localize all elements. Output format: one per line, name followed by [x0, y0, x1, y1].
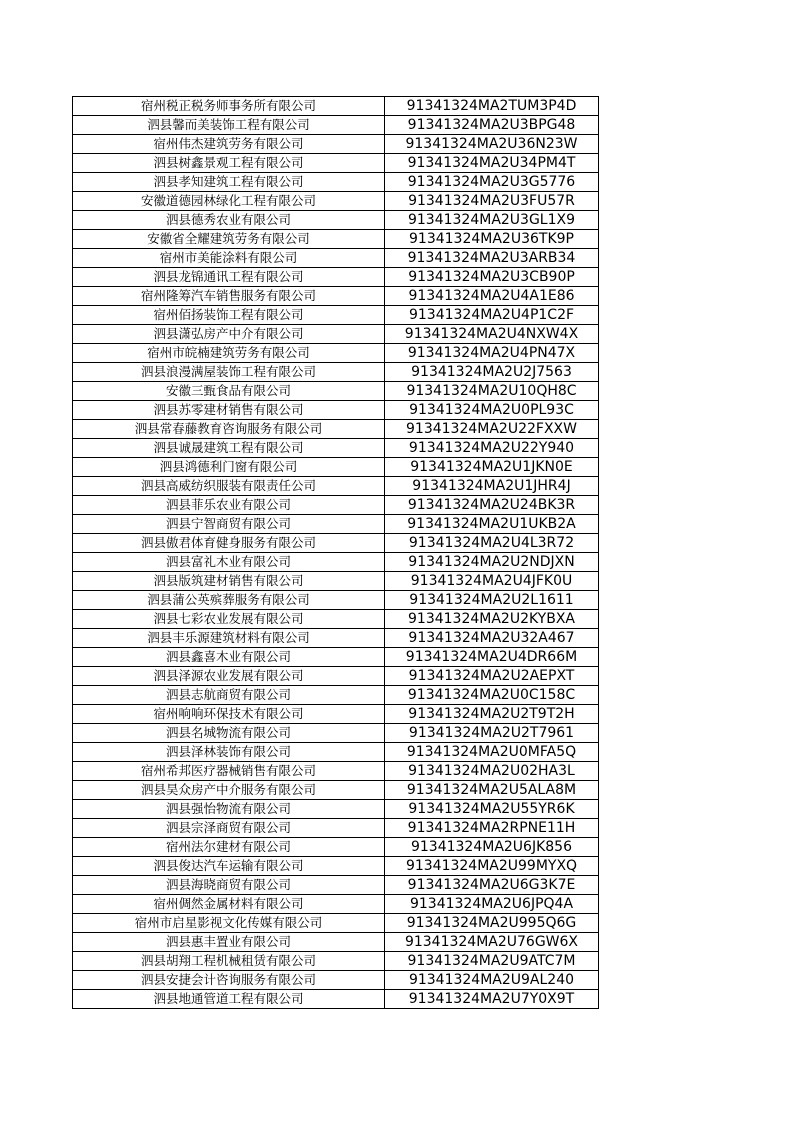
credit-code-cell: 91341324MA2U3CB90P [385, 268, 599, 287]
credit-code-cell: 91341324MA2U99MYXQ [385, 857, 599, 876]
company-name-cell: 安徽省全耀建筑劳务有限公司 [73, 230, 385, 249]
company-name-cell: 泗县馨而美装饰工程有限公司 [73, 116, 385, 135]
table-row [73, 610, 599, 629]
company-name-cell: 泗县地通管道工程有限公司 [73, 990, 385, 1009]
table-body [73, 97, 599, 1009]
table-row [73, 762, 599, 781]
table-row [73, 705, 599, 724]
table-row [73, 344, 599, 363]
credit-code-cell: 91341324MA2U4P1C2F [385, 306, 599, 325]
table-row [73, 724, 599, 743]
table-row [73, 306, 599, 325]
credit-code-cell: 91341324MA2U6JPQ4A [385, 895, 599, 914]
credit-code-cell: 91341324MA2U02HA3L [385, 762, 599, 781]
company-name-cell: 泗县鑫喜木业有限公司 [73, 648, 385, 667]
table-row [73, 268, 599, 287]
company-name-cell: 泗县苏零建材销售有限公司 [73, 401, 385, 420]
company-name-cell: 泗县蒲公英殡葬服务有限公司 [73, 591, 385, 610]
credit-code-cell: 91341324MA2U4JFK0U [385, 572, 599, 591]
company-name-cell: 宿州法尔建材有限公司 [73, 838, 385, 857]
table-row [73, 667, 599, 686]
company-name-cell: 泗县名城物流有限公司 [73, 724, 385, 743]
company-name-cell: 宿州税正税务师事务所有限公司 [73, 97, 385, 116]
company-name-cell: 泗县浪漫满屋装饰工程有限公司 [73, 363, 385, 382]
company-name-cell: 宿州伟杰建筑劳务有限公司 [73, 135, 385, 154]
company-name-cell: 泗县菲乐农业有限公司 [73, 496, 385, 515]
company-name-cell: 泗县海晓商贸有限公司 [73, 876, 385, 895]
company-name-cell: 宿州市美能涂料有限公司 [73, 249, 385, 268]
credit-code-cell: 91341324MA2U36TK9P [385, 230, 599, 249]
table-row [73, 990, 599, 1009]
credit-code-cell: 91341324MA2U4A1E86 [385, 287, 599, 306]
credit-code-cell: 91341324MA2U4DR66M [385, 648, 599, 667]
credit-code-cell: 91341324MA2U6G3K7E [385, 876, 599, 895]
credit-code-cell: 91341324MA2RPNE11H [385, 819, 599, 838]
table-row [73, 743, 599, 762]
credit-code-cell: 91341324MA2U2T9T2H [385, 705, 599, 724]
credit-code-cell: 91341324MA2U3G5776 [385, 173, 599, 192]
table-row [73, 800, 599, 819]
company-name-cell: 泗县丰乐源建筑材料有限公司 [73, 629, 385, 648]
table-row [73, 553, 599, 572]
table-row [73, 287, 599, 306]
company-name-cell: 泗县强怡物流有限公司 [73, 800, 385, 819]
table-row [73, 838, 599, 857]
credit-code-cell: 91341324MA2TUM3P4D [385, 97, 599, 116]
company-name-cell: 宿州佰扬装饰工程有限公司 [73, 306, 385, 325]
table-row [73, 420, 599, 439]
credit-code-cell: 91341324MA2U34PM4T [385, 154, 599, 173]
table-row [73, 819, 599, 838]
company-name-cell: 泗县常春藤教育咨询服务有限公司 [73, 420, 385, 439]
credit-code-cell: 91341324MA2U3BPG48 [385, 116, 599, 135]
table-row [73, 154, 599, 173]
company-name-cell: 泗县版筑建材销售有限公司 [73, 572, 385, 591]
company-name-cell: 泗县孝知建筑工程有限公司 [73, 173, 385, 192]
credit-code-cell: 91341324MA2U3GL1X9 [385, 211, 599, 230]
table-row [73, 534, 599, 553]
credit-code-cell: 91341324MA2U4PN47X [385, 344, 599, 363]
table-row [73, 211, 599, 230]
credit-code-cell: 91341324MA2U0MFA5Q [385, 743, 599, 762]
table-row [73, 458, 599, 477]
credit-code-cell: 91341324MA2U76GW6X [385, 933, 599, 952]
company-registry-table [72, 96, 599, 1009]
credit-code-cell: 91341324MA2U3ARB34 [385, 249, 599, 268]
table-row [73, 382, 599, 401]
credit-code-cell: 91341324MA2U2J7563 [385, 363, 599, 382]
company-name-cell: 安徽三甄食品有限公司 [73, 382, 385, 401]
company-name-cell: 泗县俊达汽车运输有限公司 [73, 857, 385, 876]
credit-code-cell: 91341324MA2U5ALA8M [385, 781, 599, 800]
credit-code-cell: 91341324MA2U1JHR4J [385, 477, 599, 496]
table-row [73, 876, 599, 895]
table-row [73, 325, 599, 344]
company-name-cell: 宿州倜然金属材料有限公司 [73, 895, 385, 914]
credit-code-cell: 91341324MA2U0C158C [385, 686, 599, 705]
table-row [73, 914, 599, 933]
company-name-cell: 泗县泽源农业发展有限公司 [73, 667, 385, 686]
credit-code-cell: 91341324MA2U1UKB2A [385, 515, 599, 534]
company-name-cell: 泗县昊众房产中介服务有限公司 [73, 781, 385, 800]
company-name-cell: 泗县富礼木业有限公司 [73, 553, 385, 572]
credit-code-cell: 91341324MA2U6JK856 [385, 838, 599, 857]
credit-code-cell: 91341324MA2U2L1611 [385, 591, 599, 610]
table-row [73, 439, 599, 458]
table-row [73, 952, 599, 971]
table-row [73, 515, 599, 534]
credit-code-cell: 91341324MA2U24BK3R [385, 496, 599, 515]
company-name-cell: 泗县龙锦通讯工程有限公司 [73, 268, 385, 287]
company-name-cell: 宿州市启星影视文化传媒有限公司 [73, 914, 385, 933]
company-name-cell: 泗县七彩农业发展有限公司 [73, 610, 385, 629]
table-row [73, 857, 599, 876]
credit-code-cell: 91341324MA2U9AL240 [385, 971, 599, 990]
table-row [73, 496, 599, 515]
company-name-cell: 宿州希邦医疗器械销售有限公司 [73, 762, 385, 781]
credit-code-cell: 91341324MA2U2AEPXT [385, 667, 599, 686]
company-name-cell: 泗县鸿德利门窗有限公司 [73, 458, 385, 477]
credit-code-cell: 91341324MA2U1JKN0E [385, 458, 599, 477]
table-row [73, 648, 599, 667]
credit-code-cell: 91341324MA2U4NXW4X [385, 325, 599, 344]
company-name-cell: 安徽道德园林绿化工程有限公司 [73, 192, 385, 211]
table-row [73, 363, 599, 382]
credit-code-cell: 91341324MA2U10QH8C [385, 382, 599, 401]
company-name-cell: 泗县高威纺织服装有限责任公司 [73, 477, 385, 496]
company-name-cell: 泗县德秀农业有限公司 [73, 211, 385, 230]
company-name-cell: 泗县惠丰置业有限公司 [73, 933, 385, 952]
company-name-cell: 宿州隆筹汽车销售服务有限公司 [73, 287, 385, 306]
company-name-cell: 泗县宁智商贸有限公司 [73, 515, 385, 534]
table-row [73, 781, 599, 800]
table-row [73, 116, 599, 135]
table-row [73, 401, 599, 420]
company-name-cell: 泗县泽林装饰有限公司 [73, 743, 385, 762]
credit-code-cell: 91341324MA2U2NDJXN [385, 553, 599, 572]
table-row [73, 686, 599, 705]
table-row [73, 895, 599, 914]
table-row [73, 572, 599, 591]
company-name-cell: 泗县傲君体育健身服务有限公司 [73, 534, 385, 553]
table-row [73, 971, 599, 990]
company-name-cell: 泗县安捷会计咨询服务有限公司 [73, 971, 385, 990]
credit-code-cell: 91341324MA2U7Y0X9T [385, 990, 599, 1009]
company-name-cell: 泗县树鑫景观工程有限公司 [73, 154, 385, 173]
credit-code-cell: 91341324MA2U4L3R72 [385, 534, 599, 553]
table-row [73, 477, 599, 496]
table-row [73, 629, 599, 648]
company-name-cell: 宿州响响环保技术有限公司 [73, 705, 385, 724]
credit-code-cell: 91341324MA2U995Q6G [385, 914, 599, 933]
credit-code-cell: 91341324MA2U22Y940 [385, 439, 599, 458]
credit-code-cell: 91341324MA2U2T7961 [385, 724, 599, 743]
credit-code-cell: 91341324MA2U55YR6K [385, 800, 599, 819]
credit-code-cell: 91341324MA2U9ATC7M [385, 952, 599, 971]
company-name-cell: 泗县胡翔工程机械租赁有限公司 [73, 952, 385, 971]
table-row [73, 173, 599, 192]
table-row [73, 591, 599, 610]
table-row [73, 192, 599, 211]
company-name-cell: 泗县宗泽商贸有限公司 [73, 819, 385, 838]
credit-code-cell: 91341324MA2U2KYBXA [385, 610, 599, 629]
company-name-cell: 宿州市皖楠建筑劳务有限公司 [73, 344, 385, 363]
table-row [73, 97, 599, 116]
credit-code-cell: 91341324MA2U22FXXW [385, 420, 599, 439]
table-row [73, 249, 599, 268]
company-name-cell: 泗县志航商贸有限公司 [73, 686, 385, 705]
table-row [73, 135, 599, 154]
credit-code-cell: 91341324MA2U3FU57R [385, 192, 599, 211]
company-name-cell: 泗县潇弘房产中介有限公司 [73, 325, 385, 344]
credit-code-cell: 91341324MA2U0PL93C [385, 401, 599, 420]
table-row [73, 230, 599, 249]
table-row [73, 933, 599, 952]
credit-code-cell: 91341324MA2U36N23W [385, 135, 599, 154]
company-name-cell: 泗县诚晟建筑工程有限公司 [73, 439, 385, 458]
credit-code-cell: 91341324MA2U32A467 [385, 629, 599, 648]
